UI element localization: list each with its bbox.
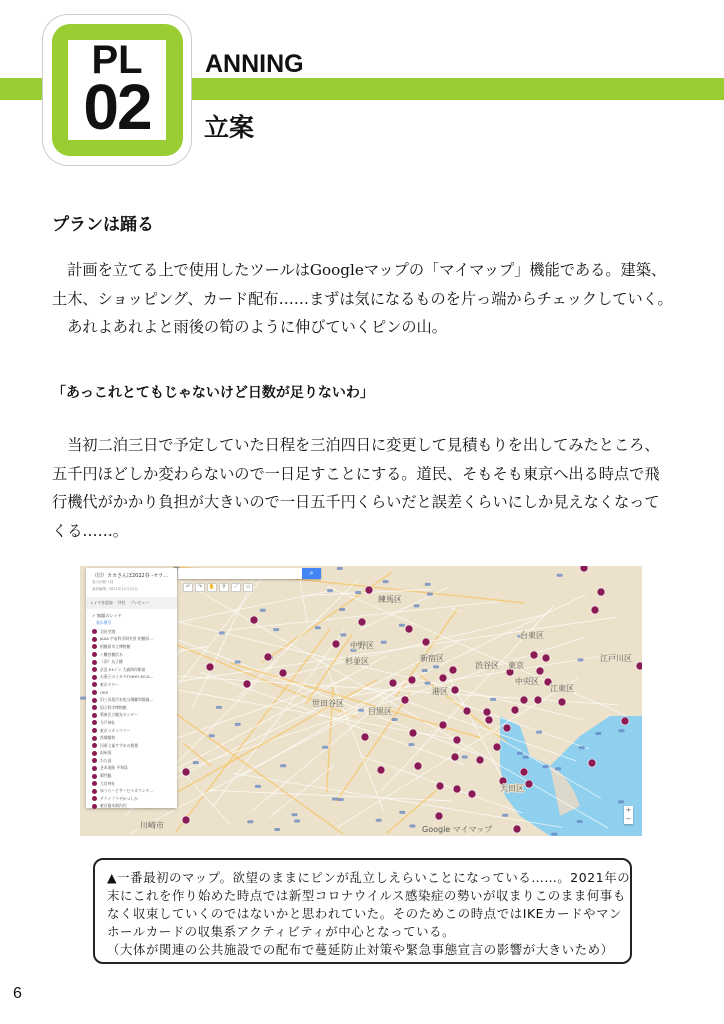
pin-icon <box>92 789 97 794</box>
map-pin-icon <box>408 676 416 684</box>
add-layer-button: レイヤを追加 <box>90 600 113 605</box>
place-list-item <box>86 696 177 704</box>
road-sign-icon <box>358 709 364 712</box>
place-name: （旧）丸子橋 <box>100 659 123 665</box>
marker-icon: ⚲ <box>219 583 229 592</box>
road-sign-icon <box>274 828 280 831</box>
road-sign-icon <box>536 731 542 734</box>
pin-icon <box>92 682 97 687</box>
district-label: 川崎市 <box>140 821 164 830</box>
badge-prefix: PL <box>91 38 143 82</box>
map-toolbar <box>183 583 253 592</box>
road-sign-icon <box>322 746 328 749</box>
place-list-item <box>86 689 177 697</box>
layer-name: ✓ 無題のレイヤ <box>92 613 122 618</box>
map-pin-icon <box>401 696 409 704</box>
place-name: 東京藤木園内円 <box>100 803 127 809</box>
road-sign-icon <box>235 661 241 664</box>
district-label: 世田谷区 <box>312 699 344 708</box>
place-name: OIOI <box>100 690 109 696</box>
road-sign-icon <box>260 609 266 612</box>
road-sign-icon <box>339 608 345 611</box>
district-label: 江東区 <box>550 684 574 693</box>
map-pin-icon <box>493 743 501 751</box>
text-line: 土木、ショッピング、カード配布……まずは気になるものを片っ端からチェックしていく。 <box>52 289 673 308</box>
map-pin-icon <box>453 736 461 744</box>
paragraph-2 <box>52 431 677 545</box>
road-sign-icon <box>399 811 405 814</box>
pin-icon <box>92 796 97 801</box>
place-list-item <box>86 750 177 758</box>
road-sign-icon <box>577 820 583 823</box>
map-title: （旧）カカさんぽ2022春 -オラ… <box>92 573 169 579</box>
map-pin-icon <box>436 782 444 790</box>
district-label: 東京 <box>508 661 524 670</box>
road-sign-icon <box>381 641 387 644</box>
place-list-item <box>86 651 177 659</box>
image-caption <box>93 858 632 964</box>
caption-line: 末にこれを作り始めた時点では新型コロナウイルス感染症の勢いが収まりこのまま何事も <box>107 888 626 903</box>
map-pin-icon <box>206 663 214 671</box>
map-pin-icon <box>542 654 550 662</box>
road-sign-icon <box>618 800 624 803</box>
map-pin-icon <box>358 618 366 626</box>
line-icon: ⟋ <box>231 583 241 592</box>
district-label: 杉並区 <box>345 657 369 666</box>
place-list-item <box>86 658 177 666</box>
map-pin-icon <box>332 640 340 648</box>
map-watermark: Google マイマップ <box>422 825 493 834</box>
text-line: 当初二泊三日で予定していた日程を三泊四日に変更して見積もりを出してみたところ、 <box>52 436 660 454</box>
place-name: 八幡宮横浜水 <box>100 651 123 657</box>
place-list-item <box>86 787 177 795</box>
map-pin-icon <box>414 762 422 770</box>
pin-icon <box>92 637 97 642</box>
road-sign-icon <box>383 580 389 583</box>
district-label: 目黒区 <box>368 707 392 716</box>
place-list-item <box>86 757 177 765</box>
pin-icon <box>92 667 97 672</box>
share-button: 共有 <box>117 600 126 605</box>
redo-icon: ↷ <box>195 583 205 592</box>
place-name: 閻門脇 <box>100 773 112 779</box>
district-label: 台東区 <box>520 631 544 640</box>
road-sign-icon <box>425 583 431 586</box>
road-sign-icon <box>340 633 346 636</box>
map-pin-icon <box>377 766 385 774</box>
search-icon: ⌕ <box>302 568 321 579</box>
map-pin-icon <box>279 669 287 677</box>
map-pin-icon <box>476 756 484 764</box>
map-pin-icon <box>468 790 476 798</box>
map-pin-icon <box>389 679 397 687</box>
sort-label: 表示番号 <box>96 620 112 625</box>
place-name: 両州国 <box>100 750 112 756</box>
road-sign-icon <box>355 591 361 594</box>
map-pin-icon <box>439 674 447 682</box>
place-list <box>86 628 177 810</box>
map-pin-icon <box>621 717 629 725</box>
road-sign-icon <box>579 746 585 749</box>
map-pin-icon <box>520 696 528 704</box>
pin-icon <box>92 690 97 695</box>
map-pin-icon <box>361 733 369 741</box>
road-sign-icon <box>376 819 382 822</box>
district-label: 中央区 <box>515 677 539 686</box>
map-pin-icon <box>453 785 461 793</box>
place-list-item <box>86 803 177 811</box>
road-sign-icon <box>392 718 398 721</box>
map-tools <box>86 597 177 609</box>
road <box>273 614 546 678</box>
map-pin-icon <box>536 667 544 675</box>
layer-name-text: 無題のレイヤ <box>96 613 122 618</box>
road-sign-icon <box>490 698 496 701</box>
road-sign-icon <box>327 589 333 592</box>
place-name: ゆうらーどサービスカウンタ… <box>100 788 154 794</box>
map-pin-icon <box>525 780 533 788</box>
map-sidebar <box>86 568 177 808</box>
map-pin-icon <box>451 753 459 761</box>
road-sign-icon <box>422 669 428 672</box>
map-pin-icon <box>597 588 605 596</box>
caption-line: ホールカードの収集系アクティビティが中心となっている。 <box>107 924 456 939</box>
district-label: 大田区 <box>500 784 524 793</box>
place-list-item <box>86 681 177 689</box>
pin-icon <box>92 804 97 809</box>
road-sign-icon <box>551 833 557 836</box>
pin-icon <box>92 644 97 649</box>
pin-icon <box>92 713 97 718</box>
chapter-title-en: ANNING <box>205 50 304 78</box>
place-list-item <box>86 780 177 788</box>
map-pin-icon <box>422 638 430 646</box>
page-number: 6 <box>13 985 22 1002</box>
place-name: 国立科学博物館 <box>100 704 127 710</box>
road-sign-icon <box>255 785 261 788</box>
road-sign-icon <box>619 729 625 732</box>
text-line: 計画を立てる上で使用したツールはGoogleマップの「マイマップ」機能である。建築、 <box>52 261 667 279</box>
preview-button: プレビュー <box>130 600 150 605</box>
place-name: JAXA 宇宙科学研究所 相模原… <box>100 636 154 642</box>
pin-icon <box>92 675 97 680</box>
undo-icon: ↶ <box>183 583 193 592</box>
map-pin-icon <box>451 686 459 694</box>
road <box>299 575 307 627</box>
place-name: お菓子のミカタTOKYO KO-K… <box>100 674 154 680</box>
road-sign-icon <box>555 767 561 770</box>
place-list-item <box>86 628 177 636</box>
map-screenshot <box>80 566 642 836</box>
road-sign-icon <box>409 825 415 828</box>
map-pin-icon <box>365 586 373 594</box>
pin-icon <box>92 728 97 733</box>
place-list-item <box>86 727 177 735</box>
place-list-item <box>86 765 177 773</box>
map-pin-icon <box>182 768 190 776</box>
map-pin-icon <box>182 816 190 824</box>
road-sign-icon <box>433 665 439 668</box>
place-name: 東京スカイツリー <box>100 727 131 733</box>
road-sign-icon <box>193 761 199 764</box>
pin-icon <box>92 629 97 634</box>
map-views: 表示回数 1回 <box>92 580 114 584</box>
map-pin-icon <box>409 729 417 737</box>
district-label: 渋谷区 <box>475 661 499 670</box>
road-sign-icon <box>219 631 225 634</box>
map-pin-icon <box>485 716 493 724</box>
pin-icon <box>92 781 97 786</box>
road-sign-icon <box>273 628 279 631</box>
place-name: わた国 <box>100 757 112 763</box>
place-name: 茨城稲荷 <box>100 735 116 741</box>
pin-icon <box>92 758 97 763</box>
map-pin-icon <box>520 768 528 776</box>
zoom-control: + − <box>625 806 632 823</box>
map-pin-icon <box>636 662 642 670</box>
place-name: 芝本道曲 平和島 <box>100 765 128 771</box>
map-pin-icon <box>463 707 471 715</box>
place-name: 今戸神社 <box>100 719 116 725</box>
map-pin-icon <box>534 696 542 704</box>
pin-icon <box>92 660 97 665</box>
map-pin-icon <box>588 759 596 767</box>
pin-icon <box>92 743 97 748</box>
caption-line: なく収束していくのではないかと思われていた。そのためこの時点ではIKEカードやマン <box>107 906 623 921</box>
road-sign-icon <box>216 706 222 709</box>
road <box>209 790 451 801</box>
place-list-item <box>86 742 177 750</box>
text-line: くる……。 <box>52 521 128 540</box>
road-sign-icon <box>399 624 405 627</box>
ruler-icon: ▭ <box>243 583 253 592</box>
road <box>148 617 617 686</box>
road <box>270 765 334 817</box>
road-sign-icon <box>247 820 253 823</box>
district-label: 中野区 <box>350 641 374 650</box>
pin-icon <box>92 766 97 771</box>
road-sign-icon <box>502 814 508 817</box>
section-heading: プランは踊る <box>52 215 154 235</box>
pin-icon <box>92 751 97 756</box>
map-pin-icon <box>435 812 443 820</box>
text-line: 五千円ほどしか変わらないので一日足すことにする。道民、そもそも東京へ出る時点で飛 <box>52 464 660 483</box>
map-search-input <box>178 568 321 579</box>
place-name: 河原七福すずめの便便 <box>100 742 139 748</box>
place-list-item <box>86 666 177 674</box>
road-sign-icon <box>425 682 431 685</box>
bay-water <box>500 716 642 836</box>
place-list-item <box>86 772 177 780</box>
district-label: 練馬区 <box>378 595 402 604</box>
place-name: テクノプラザかつしか <box>100 795 138 801</box>
road-sign-icon <box>427 593 433 596</box>
place-name: 羽田空港 <box>100 628 116 634</box>
road-sign-icon <box>557 574 563 577</box>
place-list-item <box>86 636 177 644</box>
map-last-edit: 最終編集: 2021年12月22日 <box>92 587 138 591</box>
map-pin-icon <box>264 653 272 661</box>
place-name: 京急 EXイン 大森海岸駅前 <box>100 666 146 672</box>
paragraph-1 <box>52 256 677 342</box>
map-pin-icon <box>558 698 566 706</box>
map-pin-icon <box>530 651 538 659</box>
road-sign-icon <box>338 798 344 801</box>
road-sign-icon <box>577 658 583 661</box>
caption-line: （大体が関連の公共施設での配布で蔓延防止対策や緊急事態宣言の影響が大きいため） <box>107 942 614 957</box>
road-sign-icon <box>280 764 286 767</box>
pin-icon <box>92 705 97 710</box>
place-name: 旧三河島汚水処分場喞筒場施… <box>100 697 154 703</box>
pin-icon <box>92 698 97 703</box>
place-list-item <box>86 795 177 803</box>
road-sign-icon <box>209 734 215 737</box>
road-sign-icon <box>523 756 529 759</box>
district-label: 江戸川区 <box>600 654 632 663</box>
place-list-item <box>86 643 177 651</box>
road <box>327 586 626 715</box>
road-sign-icon <box>315 626 321 629</box>
map-pin-icon <box>449 666 457 674</box>
map-pin-icon <box>405 625 413 633</box>
map-pin-icon <box>483 708 491 716</box>
text-line: 行機代がかかり負担が大きいので一日五千円くらいだと誤差くらいにしか見えなくなって <box>52 493 660 511</box>
hand-icon: ✋ <box>208 584 216 590</box>
map-pin-icon <box>243 680 251 688</box>
road-sign-icon <box>408 743 414 746</box>
map-pin-icon <box>580 566 588 572</box>
district-label: 港区 <box>432 687 448 696</box>
chapter-number: 02 <box>83 71 151 143</box>
road-sign-icon <box>595 732 601 735</box>
road-sign-icon <box>517 752 523 755</box>
map-pin-icon <box>439 721 447 729</box>
place-name: 東京タワー <box>100 681 119 687</box>
road-sign-icon <box>414 604 420 607</box>
road-sign-icon <box>462 756 468 759</box>
pin-icon <box>92 720 97 725</box>
place-list-item <box>86 674 177 682</box>
pin-icon <box>92 774 97 779</box>
place-list-item <box>86 704 177 712</box>
road-sign-icon <box>337 567 343 570</box>
road-sign-icon <box>294 820 300 823</box>
place-name: 大宮神社 <box>100 780 116 786</box>
place-list-item <box>86 712 177 720</box>
place-name: 相模原市立博物館 <box>100 643 131 649</box>
map-pin-icon <box>513 825 521 833</box>
district-label: 新宿区 <box>420 654 444 663</box>
caption-line: ▲一番最初のマップ。欲望のままにピンが乱立しえらいことになっている……。2021年の <box>107 870 631 885</box>
map-pin-icon <box>591 606 599 614</box>
quote-heading: 「あっこれとてもじゃないけど日数が足りないわ」 <box>52 385 374 401</box>
road-sign-icon <box>292 813 298 816</box>
map-pin-icon <box>511 706 519 714</box>
map-pin-icon <box>250 616 258 624</box>
text-line: あれよあれよと雨後の筍のように伸びていくピンの山。 <box>52 318 447 336</box>
road-sign-icon <box>332 798 338 801</box>
place-name: 墨東区立観光センター <box>100 712 138 718</box>
map-pin-icon <box>503 724 511 732</box>
pin-icon <box>92 652 97 657</box>
road <box>362 686 576 761</box>
place-list-item <box>86 734 177 742</box>
pin-icon <box>92 736 97 741</box>
road-sign-icon <box>235 723 241 726</box>
place-list-item <box>86 719 177 727</box>
chapter-title-ja: 立案 <box>204 113 255 142</box>
road-sign-icon <box>543 765 549 768</box>
